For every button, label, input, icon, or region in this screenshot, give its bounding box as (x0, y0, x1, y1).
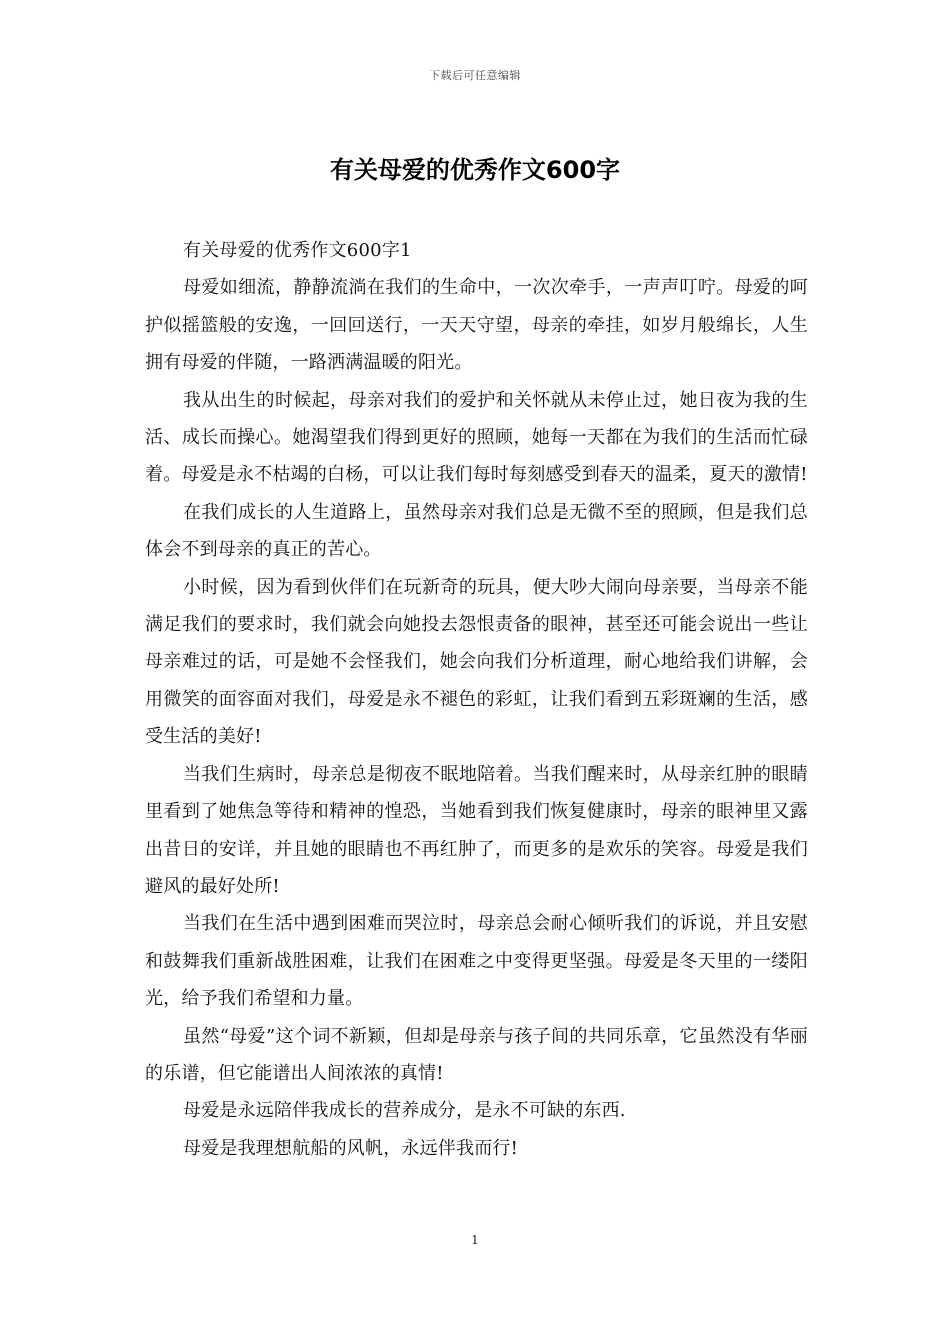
body-paragraph: 我从出生的时候起，母亲对我们的爱护和关怀就从未停止过，她日夜为我的生活、成长而操心。她渴望我们得到更好的照顾，她每一天都在为我们的生活而忙碌着。母爱是永不枯竭的白杨，可以让我们每时每刻感受到春天的温柔，夏天的激情! (145, 389, 808, 486)
body-paragraph: 在我们成长的人生道路上，虽然母亲对我们总是无微不至的照顾，但是我们总体会不到母亲的真正的苦心。 (145, 501, 808, 561)
subtitle-paragraph: 有关母爱的优秀作文600字1 (183, 240, 412, 261)
body-paragraph: 母爱是我理想航船的风帆，永远伴我而行! (183, 1137, 519, 1159)
body-paragraph: 母爱如细流，静静流淌在我们的生命中，一次次牵手，一声声叮咛。母爱的呵护似摇篮般的安逸，一回回送行，一天天守望，母亲的牵挂，如岁月般绵长，人生拥有母爱的伴随，一路洒满温暖的阳光。 (145, 277, 808, 374)
page-number: 1 (471, 1233, 479, 1247)
body-paragraph: 母爱是永远陪伴我成长的营养成分，是永不可缺的东西. (183, 1100, 626, 1122)
body-paragraph: 小时候，因为看到伙伴们在玩新奇的玩具，便大吵大闹向母亲要，当母亲不能满足我们的要求时，我们就会向她投去怨恨责备的眼神，甚至还可能会说出一些让母亲难过的话，可是她不会怪我们，她会向我们分析道理，耐心地给我们讲解，会用微笑的面容面对我们，母爱是永不褪色的彩虹，让我们看到五彩斑斓的生活，感受生活的美好! (145, 576, 808, 748)
document-title: 有关母爱的优秀作文600字 (329, 156, 621, 184)
document-body (145, 232, 808, 1167)
body-paragraph: 当我们在生活中遇到困难而哭泣时，母亲总会耐心倾听我们的诉说，并且安慰和鼓舞我们重新战胜困难，让我们在困难之中变得更坚强。母爱是冬天里的一缕阳光，给予我们希望和力量。 (145, 913, 808, 1010)
body-paragraph: 当我们生病时，母亲总是彻夜不眠地陪着。当我们醒来时，从母亲红肿的眼睛里看到了她焦急等待和精神的惶恐，当她看到我们恢复健康时，母亲的眼神里又露出昔日的安详，并且她的眼睛也不再红肿了，而更多的是欢乐的笑容。母爱是我们避风的最好处所! (145, 763, 808, 897)
body-paragraph: 虽然“母爱”这个词不新颖，但却是母亲与孩子间的共同乐章，它虽然没有华丽的乐谱，但它能谱出人间浓浓的真情! (145, 1025, 808, 1084)
header-note: 下载后可任意编辑 (429, 69, 521, 82)
